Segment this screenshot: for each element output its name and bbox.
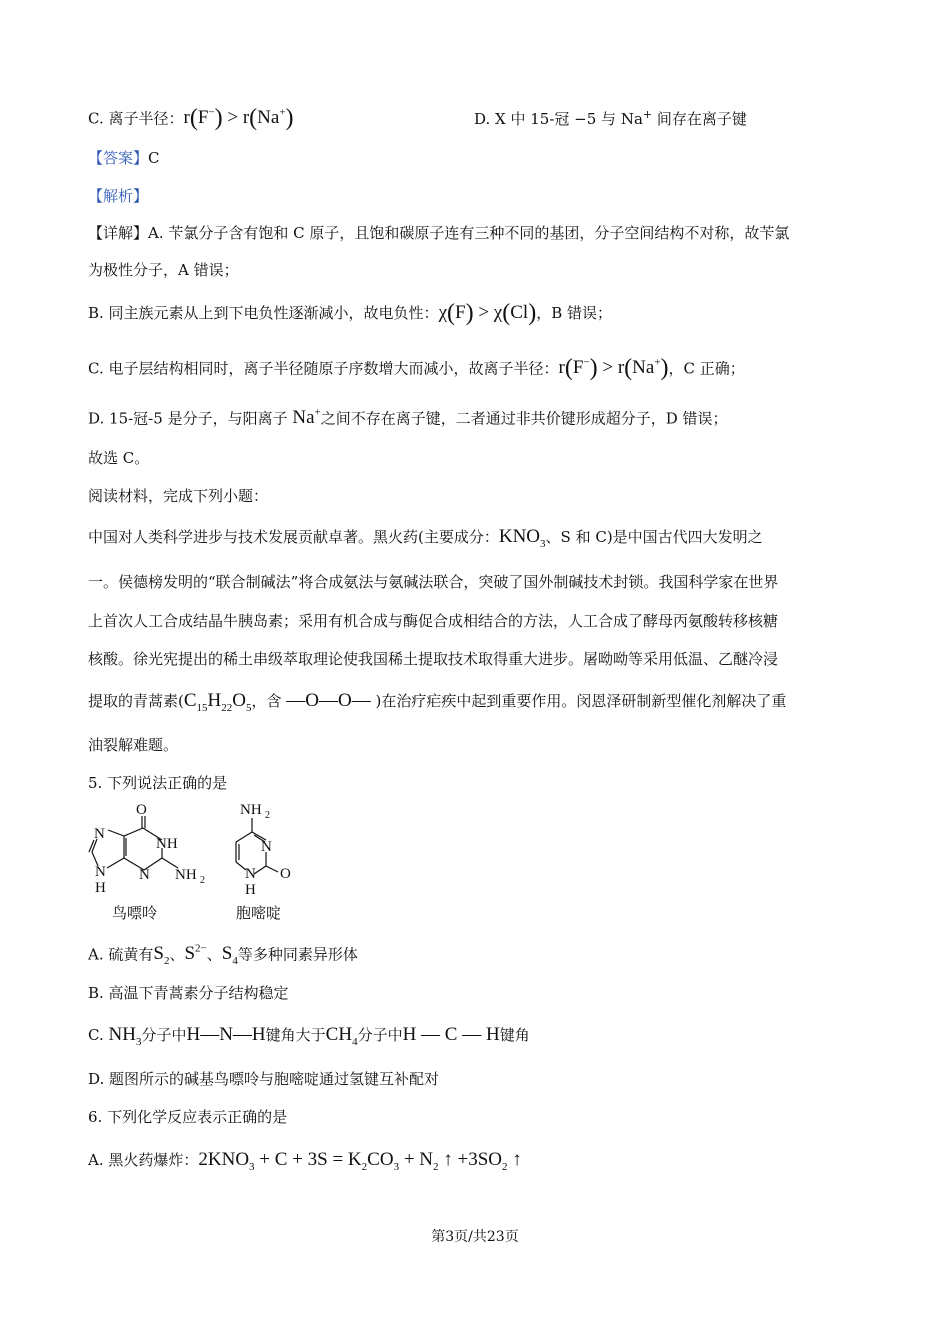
q5-option-d: D. 题图所示的碱基鸟嘌呤与胞嘧啶通过氢键互补配对: [88, 1070, 440, 1088]
reading-p3: 上首次人工合成结晶牛胰岛素；采用有机合成与酶促合成相结合的方法，人工合成了酵母丙氨酸转移核糖: [88, 612, 779, 630]
svg-text:NH: NH: [156, 836, 178, 852]
svg-text:2: 2: [200, 875, 205, 886]
svg-text:O: O: [136, 802, 147, 818]
guanine-structure: [82, 796, 222, 900]
q6-option-a: A. 黑火药爆炸：$2KNO_3 + C + 3S = K_2CO_3 + N_2$ ↑ $+3SO_2$ ↑: [88, 1149, 522, 1173]
svg-text:N: N: [95, 864, 106, 880]
detail-a-line1: 【详解】A. 苄氯分子含有饱和 C 原子，且饱和碳原子连有三种不同的基团，分子空间结构不对称，故苄氯: [88, 224, 790, 242]
svg-text:2: 2: [265, 810, 270, 821]
svg-text:H: H: [245, 882, 256, 898]
svg-text:N: N: [94, 826, 105, 842]
svg-text:O: O: [280, 866, 291, 882]
answer-value: C: [148, 149, 160, 167]
q5-option-b: B. 高温下青蒿素分子结构稳定: [88, 984, 289, 1002]
reading-p2: 一。侯德榜发明的“联合制碱法”将合成氨法与氨碱法联合，突破了国外制碱技术封锁。我国科学家在世界: [88, 573, 779, 591]
svg-text:NH: NH: [175, 867, 197, 883]
svg-text:N: N: [245, 866, 256, 882]
reading-p5: 提取的青蒿素($C_{15}H_{22}O_5$，含 —O—O— )在治疗疟疾中起到重要作用。闵恩泽研制新型催化剂解决了重: [88, 690, 787, 714]
reading-intro: 阅读材料，完成下列小题：: [88, 487, 269, 505]
q5-stem: 5. 下列说法正确的是: [88, 774, 228, 792]
answer-label: 【答案】: [88, 149, 149, 167]
detail-conclusion: 故选 C。: [88, 449, 150, 467]
detail-d: D. 15-冠-5 是分子，与阳离子 Na+之间不存在离子键，二者通过非共价键形成超分子，D 错误；: [88, 407, 728, 429]
detail-a-line2: 为极性分子，A 错误；: [88, 261, 239, 279]
reading-p1: 中国对人类科学进步与技术发展贡献卓著。黑火药(主要成分：$KNO_3$、S 和 C)是中国古代四大发明之: [88, 526, 763, 550]
detail-b: B. 同主族元素从上到下电负性逐渐减小，故电负性：χ(F) > χ(Cl)，B 错误；: [88, 300, 612, 326]
page-footer: 第3页/共23页: [431, 1229, 519, 1245]
q4-option-d: D. X 中 15-冠 −5 与 Na+ 间存在离子键: [474, 108, 747, 128]
svg-text:N: N: [139, 867, 150, 883]
reading-p4: 核酸。徐光宪提出的稀土串级萃取理论使我国稀土提取技术取得重大进步。屠呦呦等采用低温、乙醚冷浸: [88, 650, 779, 668]
q5-option-c: C. $NH_3$分子中H—N—H键角大于$CH_4$分子中H — C — H键角: [88, 1024, 530, 1048]
cytosine-structure: [228, 796, 308, 900]
detail-c: C. 电子层结构相同时，离子半径随原子序数增大而减小，故离子半径：r(F−) > r(Na+)，C 正确；: [88, 355, 745, 382]
cytosine-caption: 胞嘧啶: [236, 904, 282, 922]
q4-option-c: C. 离子半径：r(F−) > r(Na+): [88, 105, 294, 132]
q5-option-a: A. 硫黄有$S_2$、$S^{2-}$、$S_4$等多种同素异形体: [88, 943, 358, 968]
svg-text:N: N: [261, 839, 272, 855]
q6-stem: 6. 下列化学反应表示正确的是: [88, 1108, 288, 1126]
reading-p6: 油裂解难题。: [88, 736, 179, 754]
guanine-caption: 鸟嘌呤: [112, 904, 158, 922]
svg-text:NH: NH: [240, 802, 262, 818]
svg-text:H: H: [95, 880, 106, 896]
answer-line: [88, 147, 160, 169]
analysis-label: 【解析】: [88, 187, 149, 205]
